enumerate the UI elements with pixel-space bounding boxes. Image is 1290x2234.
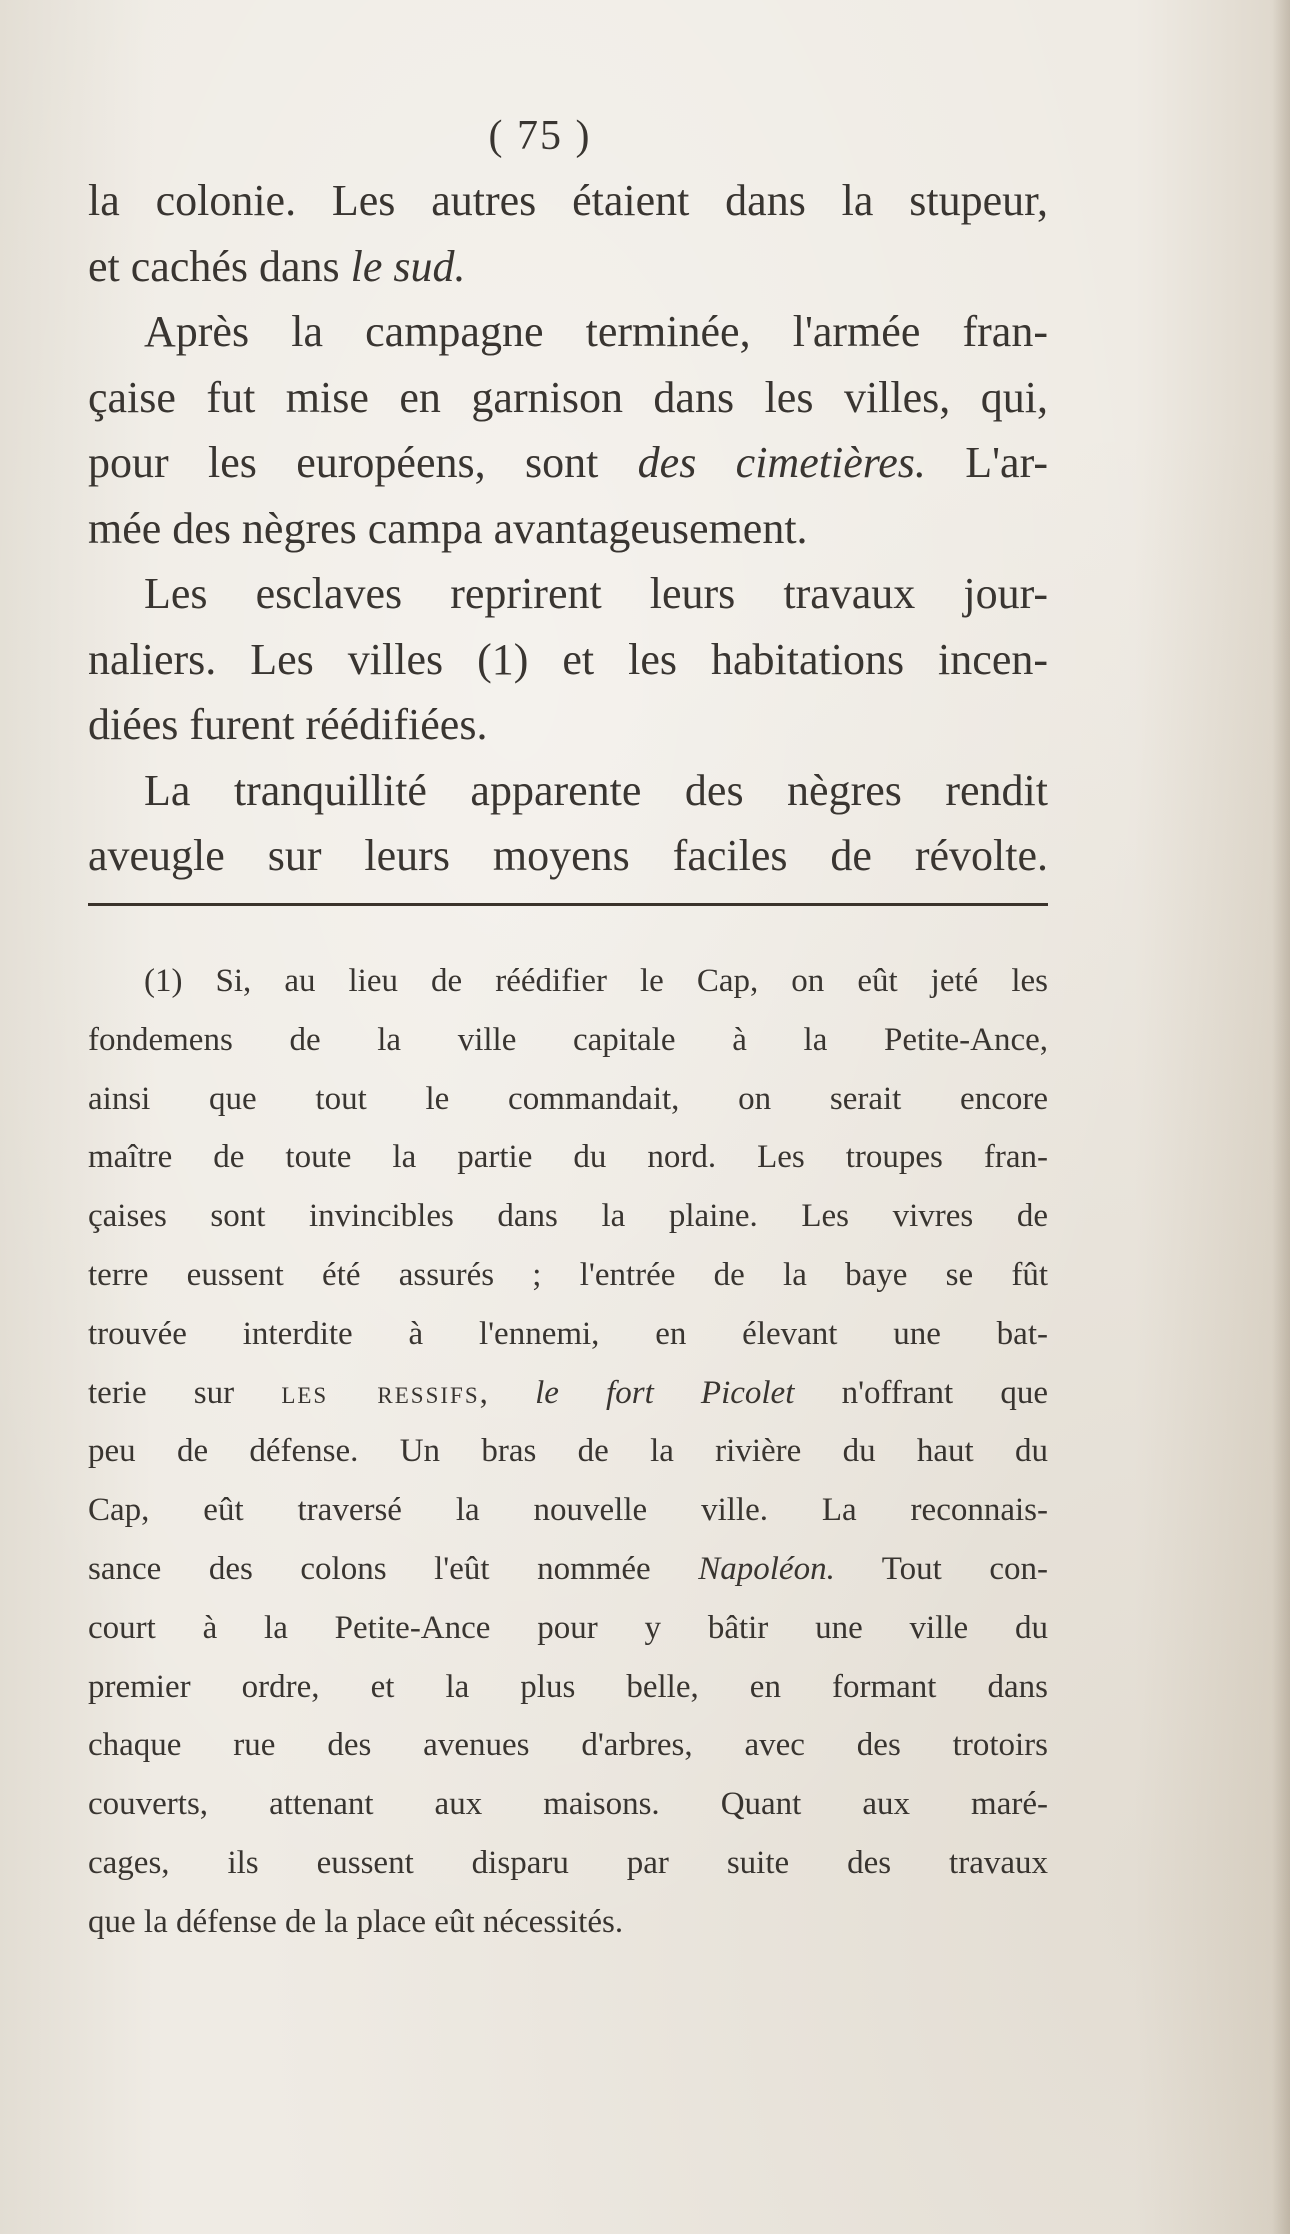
- body-line: [88, 234, 1048, 300]
- body-line: la colonie. Les autres étaient dans la stupeur,: [88, 176, 1048, 225]
- italic-phrase: le fort Picolet: [535, 1374, 795, 1411]
- footnote-line: çaises sont invincibles dans la plaine. Les vivres de: [88, 1198, 1048, 1235]
- body-line: diées furent réédifiées.: [88, 700, 488, 749]
- italic-phrase: des cimetières.: [637, 438, 926, 487]
- footnote-line: couverts, attenant aux maisons. Quant aux maré-: [88, 1786, 1048, 1823]
- body-text-segment: L'ar-: [925, 438, 1048, 487]
- footnote-segment: sance des colons l'eût nommée: [88, 1550, 699, 1587]
- footnote-segment: terie sur: [88, 1374, 282, 1411]
- body-line: mée des nègres campa avantageusement.: [88, 503, 808, 553]
- footnote-divider: [88, 903, 1048, 906]
- page-edge-shadow: [1272, 0, 1290, 2234]
- paragraph-start-line: Les esclaves reprirent leurs travaux jour-: [144, 569, 1048, 618]
- footnote-line: premier ordre, et la plus belle, en formant dans: [88, 1668, 1048, 1705]
- footnote-line: maître de toute la partie du nord. Les troupes fran-: [88, 1139, 1048, 1176]
- paragraph-start-line: Après la campagne terminée, l'armée fran-: [144, 307, 1048, 356]
- footnote-line: fondemens de la ville capitale à la Petite-Ance,: [88, 1021, 1048, 1058]
- body-text-segment: et cachés dans: [88, 241, 351, 291]
- footnote-line: peu de défense. Un bras de la rivière du haut du: [88, 1433, 1048, 1470]
- footnote-line: (1) Si, au lieu de réédifier le Cap, on eût jeté les: [144, 963, 1048, 999]
- footnote-line: court à la Petite-Ance pour y bâtir une ville du: [88, 1609, 1048, 1646]
- body-line: naliers. Les villes (1) et les habitations incen-: [88, 634, 1048, 684]
- footnote-line: [88, 1540, 1048, 1599]
- footnote-line: que la défense de la place eût nécessités.: [88, 1903, 624, 1940]
- footnote-line: chaque rue des avenues d'arbres, avec des trotoirs: [88, 1727, 1048, 1764]
- italic-phrase: Napoléon.: [698, 1550, 835, 1587]
- main-body-text: [88, 168, 1048, 889]
- body-line: [88, 430, 1048, 496]
- footnote-line: Cap, eût traversé la nouvelle ville. La reconnais-: [88, 1492, 1048, 1529]
- footnote-line: terre eussent été assurés ; l'entrée de la baye se fût: [88, 1256, 1048, 1293]
- footnote-line: [88, 1364, 1048, 1423]
- paragraph-start-line: La tranquillité apparente des nègres rendit: [144, 765, 1048, 815]
- body-line: çaise fut mise en garnison dans les villes, qui,: [88, 372, 1048, 422]
- italic-phrase: le sud.: [350, 241, 466, 291]
- smallcaps-phrase: les ressifs: [281, 1374, 480, 1411]
- footnote-line: ainsi que tout le commandait, on serait encore: [88, 1080, 1048, 1117]
- footnote-segment: Tout con-: [834, 1550, 1048, 1587]
- body-line: aveugle sur leurs moyens faciles de révolte.: [88, 831, 1048, 880]
- footnote-text: [88, 952, 1048, 1952]
- body-text-segment: pour les européens, sont: [88, 438, 638, 487]
- footnote-line: cages, ils eussent disparu par suite des travaux: [88, 1844, 1048, 1881]
- page-number: ( 75 ): [488, 113, 592, 159]
- footnote-line: trouvée interdite à l'ennemi, en élevant une bat-: [88, 1315, 1048, 1352]
- footnote-segment: ,: [479, 1374, 536, 1411]
- footnote-segment: n'offrant que: [794, 1374, 1049, 1411]
